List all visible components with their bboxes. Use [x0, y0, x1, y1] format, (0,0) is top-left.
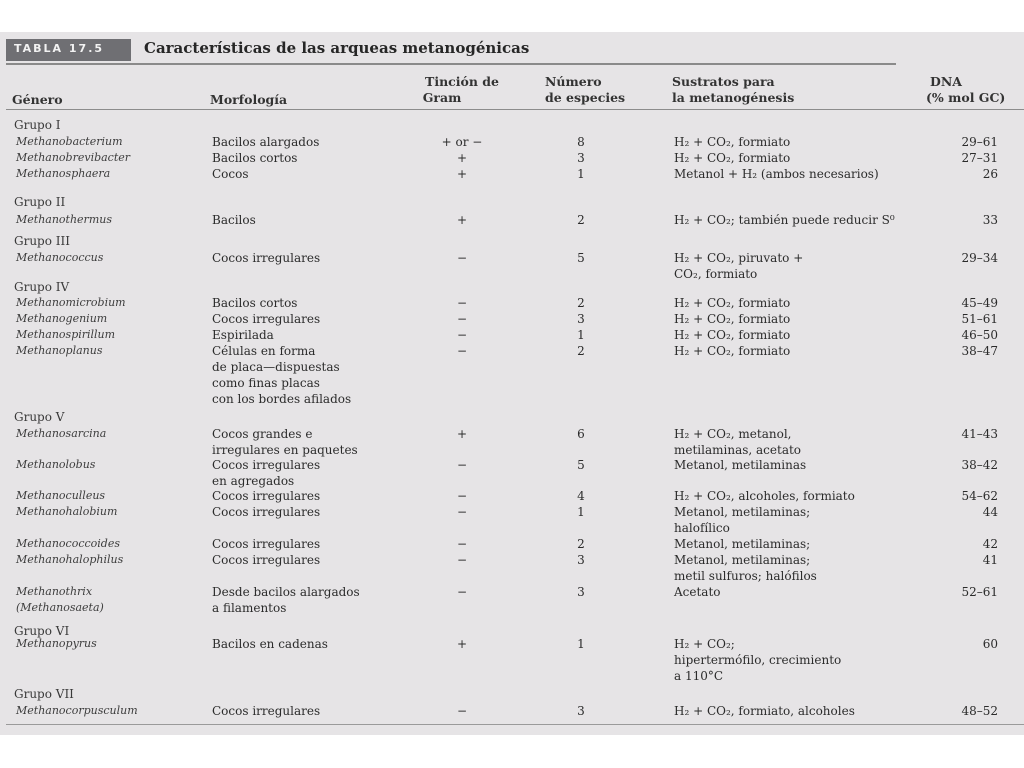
morphology-text: Cocos irregulares: [212, 251, 321, 265]
substrate-text: H₂ + CO₂, formiato: [674, 344, 791, 358]
species-count: 1: [577, 328, 585, 342]
morphology-text: Cocos irregulares: [212, 489, 321, 503]
group-label: Grupo V: [14, 410, 65, 424]
header-genero: Género: [12, 92, 63, 107]
genus-name-alt: (Methanosaeta): [16, 601, 104, 614]
dna-gc: 38–42: [961, 458, 998, 472]
gram-stain: −: [456, 505, 468, 519]
genus-name: Methanogenium: [16, 312, 108, 325]
species-count: 1: [577, 167, 585, 181]
species-count: 1: [577, 637, 585, 651]
genus-name: Methanothrix: [16, 585, 93, 598]
species-count: 2: [577, 296, 585, 310]
group-label: Grupo VI: [14, 624, 70, 638]
substrate-text: H₂ + CO₂, formiato, alcoholes: [674, 704, 855, 718]
substrate-text: Metanol + H₂ (ambos necesarios): [674, 167, 879, 181]
genus-name: Methanocorpusculum: [16, 704, 138, 717]
substrate-text: H₂ + CO₂, piruvato +: [674, 251, 804, 265]
scanned-table: [0, 32, 1024, 735]
morphology-text: Cocos irregulares: [212, 458, 321, 472]
header-dna-2: (% mol GC): [926, 90, 1006, 105]
morphology-text: Células en forma: [212, 344, 316, 358]
bottom-rule: [6, 724, 1024, 725]
substrate-text: halofílico: [674, 521, 730, 535]
gram-stain: +: [456, 213, 468, 227]
morphology-text: Cocos irregulares: [212, 505, 321, 519]
gram-stain: −: [456, 704, 468, 718]
table-label: TABLA 17.5: [14, 42, 105, 55]
group-label: Grupo II: [14, 195, 66, 209]
species-count: 3: [577, 312, 585, 326]
morphology-text: Bacilos cortos: [212, 296, 298, 310]
morphology-text: como finas placas: [212, 376, 320, 390]
genus-name: Methanolobus: [16, 458, 96, 471]
dna-gc: 41: [982, 553, 998, 567]
gram-stain: +: [456, 637, 468, 651]
genus-name: Methanothermus: [16, 213, 112, 226]
group-label: Grupo I: [14, 118, 61, 132]
group-label: Grupo VII: [14, 687, 74, 701]
dna-gc: 41–43: [961, 427, 998, 441]
substrate-text: H₂ + CO₂, formiato: [674, 312, 791, 326]
gram-stain: −: [456, 328, 468, 342]
morphology-text: irregulares en paquetes: [212, 443, 358, 457]
morphology-text: Bacilos alargados: [212, 135, 320, 149]
gram-stain: −: [456, 251, 468, 265]
morphology-text: Bacilos en cadenas: [212, 637, 328, 651]
gram-stain: −: [456, 489, 468, 503]
header-sustratos-1: Sustratos para: [672, 74, 775, 89]
species-count: 2: [577, 537, 585, 551]
header-numero-2: de especies: [545, 90, 626, 105]
substrate-text: H₂ + CO₂, formiato: [674, 151, 791, 165]
genus-name: Methanosarcina: [16, 427, 107, 440]
gram-stain: −: [456, 553, 468, 567]
substrate-text: H₂ + CO₂; también puede reducir S⁰: [674, 213, 895, 227]
species-count: 2: [577, 344, 585, 358]
species-count: 5: [577, 251, 585, 265]
morphology-text: Cocos: [212, 167, 249, 181]
dna-gc: 54–62: [961, 489, 998, 503]
dna-gc: 38–47: [961, 344, 998, 358]
dna-gc: 42: [982, 537, 998, 551]
species-count: 5: [577, 458, 585, 472]
species-count: 2: [577, 213, 585, 227]
morphology-text: a filamentos: [212, 601, 287, 615]
substrate-text: Metanol, metilaminas;: [674, 505, 811, 519]
gram-stain: −: [456, 585, 468, 599]
substrate-text: Acetato: [674, 585, 721, 599]
species-count: 3: [577, 151, 585, 165]
substrate-text: hipertermófilo, crecimiento: [674, 653, 842, 667]
morphology-text: con los bordes afilados: [212, 392, 352, 406]
substrate-text: CO₂, formiato: [674, 267, 758, 281]
header-tincion-2: Gram: [422, 90, 462, 105]
header-tincion-1: Tinción de: [425, 74, 499, 89]
species-count: 4: [577, 489, 585, 503]
header-rule: [6, 109, 1024, 110]
dna-gc: 52–61: [961, 585, 998, 599]
substrate-text: H₂ + CO₂, metanol,: [674, 427, 792, 441]
morphology-text: Cocos irregulares: [212, 553, 321, 567]
gram-stain: −: [456, 537, 468, 551]
genus-name: Methanobrevibacter: [16, 151, 131, 164]
species-count: 3: [577, 585, 585, 599]
substrate-text: H₂ + CO₂, formiato: [674, 135, 791, 149]
dna-gc: 44: [982, 505, 998, 519]
dna-gc: 29–34: [961, 251, 998, 265]
dna-gc: 27–31: [961, 151, 998, 165]
morphology-text: Cocos grandes e: [212, 427, 313, 441]
substrate-text: metil sulfuros; halófilos: [674, 569, 817, 583]
genus-name: Methanococcus: [16, 251, 104, 264]
group-label: Grupo III: [14, 234, 70, 248]
substrate-text: H₂ + CO₂, formiato: [674, 296, 791, 310]
gram-stain: −: [456, 312, 468, 326]
title-rule: [6, 63, 896, 65]
gram-stain: −: [456, 458, 468, 472]
dna-gc: 48–52: [961, 704, 998, 718]
genus-name: Methanospirillum: [16, 328, 116, 341]
genus-name: Methanopyrus: [16, 637, 97, 650]
dna-gc: 33: [982, 213, 998, 227]
substrate-text: H₂ + CO₂, formiato: [674, 328, 791, 342]
header-dna-1: DNA: [930, 74, 962, 89]
genus-name: Methanohalophilus: [16, 553, 124, 566]
morphology-text: Cocos irregulares: [212, 704, 321, 718]
group-label: Grupo IV: [14, 280, 70, 294]
genus-name: Methanoculleus: [16, 489, 106, 502]
dna-gc: 26: [982, 167, 998, 181]
substrate-text: Metanol, metilaminas;: [674, 537, 811, 551]
dna-gc: 46–50: [961, 328, 998, 342]
genus-name: Methanoplanus: [16, 344, 103, 357]
header-morfologia: Morfología: [210, 92, 288, 107]
substrate-text: Metanol, metilaminas;: [674, 553, 811, 567]
morphology-text: Bacilos: [212, 213, 256, 227]
species-count: 3: [577, 553, 585, 567]
substrate-text: Metanol, metilaminas: [674, 458, 807, 472]
genus-name: Methanobacterium: [16, 135, 123, 148]
genus-name: Methanosphaera: [16, 167, 111, 180]
morphology-text: en agregados: [212, 474, 295, 488]
gram-stain: +: [456, 151, 468, 165]
morphology-text: Cocos irregulares: [212, 312, 321, 326]
substrate-text: H₂ + CO₂;: [674, 637, 735, 651]
gram-stain: + or −: [441, 135, 483, 149]
species-count: 6: [577, 427, 585, 441]
substrate-text: H₂ + CO₂, alcoholes, formiato: [674, 489, 855, 503]
dna-gc: 29–61: [961, 135, 998, 149]
table-title: Características de las arqueas metanogénicas: [144, 39, 530, 57]
header-numero-1: Número: [545, 74, 602, 89]
morphology-text: Espirilada: [212, 328, 274, 342]
species-count: 3: [577, 704, 585, 718]
species-count: 8: [577, 135, 585, 149]
genus-name: Methanohalobium: [16, 505, 118, 518]
genus-name: Methanomicrobium: [16, 296, 126, 309]
morphology-text: Cocos irregulares: [212, 537, 321, 551]
gram-stain: +: [456, 427, 468, 441]
header-sustratos-2: la metanogénesis: [672, 90, 795, 105]
morphology-text: de placa—dispuestas: [212, 360, 340, 374]
species-count: 1: [577, 505, 585, 519]
dna-gc: 60: [982, 637, 998, 651]
gram-stain: −: [456, 296, 468, 310]
substrate-text: metilaminas, acetato: [674, 443, 802, 457]
morphology-text: Bacilos cortos: [212, 151, 298, 165]
dna-gc: 45–49: [961, 296, 998, 310]
substrate-text: a 110°C: [674, 669, 724, 683]
dna-gc: 51–61: [961, 312, 998, 326]
gram-stain: −: [456, 344, 468, 358]
genus-name: Methanococcoides: [16, 537, 120, 550]
gram-stain: +: [456, 167, 468, 181]
morphology-text: Desde bacilos alargados: [212, 585, 360, 599]
